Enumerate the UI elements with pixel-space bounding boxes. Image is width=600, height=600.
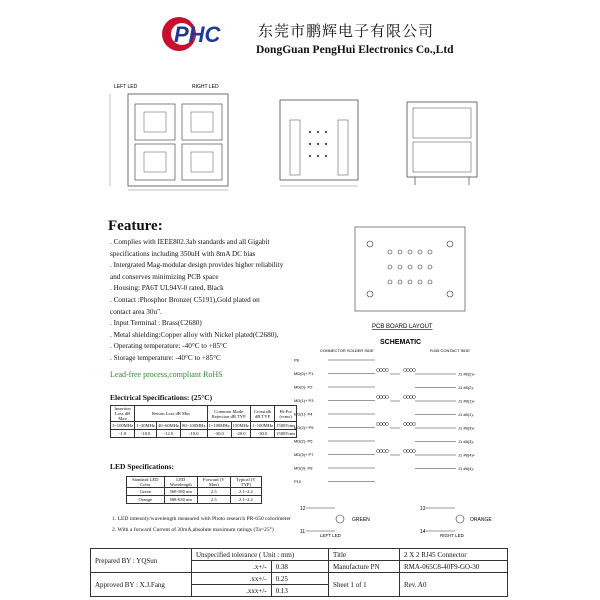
feature-line: . Housing: PA6T UL94V-0 rated, Black [110,284,224,293]
led-note-1: 1. LED intensity/wavelength measured with Photo research PR-650 colorimeter [112,516,291,522]
elec-subheader: 1~100MHz [251,423,274,428]
schematic-left-pin: MD(3)- P8 [294,465,313,471]
title-label: Title [329,549,400,561]
tol2-value: 0.25 [271,573,328,585]
led-left-label: LEFT LED [320,533,341,538]
part-label: Manufacture PN [329,561,400,573]
led-cell: 2.5 [197,496,230,504]
led-green-label: GREEN [352,517,370,523]
feature-line: . Intergrated Mag-modular design provides higher reliability [110,261,284,270]
feature-line: . Storage temperature: -40°C to +85°C [110,353,221,362]
elec-subheader: 1~100MHz [208,423,230,428]
feature-line: specifications including 350uH with 8mA DC bias [110,249,256,258]
led-header: LED Wavelength [164,477,197,488]
title-block [90,548,508,597]
led-header: Typical (V TYP) [230,477,261,488]
led-spec-title: LED Specifications: [110,462,174,471]
schematic-left-pin: MD(2)+ P5 [294,425,314,430]
feature-line: and conserves minimizing PCB space [110,272,219,281]
feature-line: . Metal shielding:Copper alloy with Nickel plated(C2680), [110,330,279,339]
schematic-right-pin: J1 #8(1)- [458,412,475,417]
logo-text: PHC [174,22,221,47]
elec-subheader: 1~100MHz [112,423,134,428]
hdr-cmr: Common Mode Rejection dB TYP [207,406,250,422]
front-view-drawing [100,82,240,192]
pcb-layout-label: PCB BOARD LAYOUT [372,324,433,330]
approved-by: Approved BY : X.J.Fang [91,573,192,597]
electrical-table [110,405,297,438]
schematic-right-pin: J1 #8(2)+ [458,371,476,377]
led-orange-label: ORANGE [470,517,492,523]
company-logo [160,12,250,56]
feature-title: Feature: [108,218,163,234]
electrical-title: Electrical Specifications: (25°C) [110,393,213,402]
schematic-right-pin: J1 #8(3)- [458,439,475,444]
tol3-value: 0.13 [271,585,328,597]
elec-subheader: 150MHz [232,423,249,428]
led-cell: 588-630 nm [164,496,197,504]
company-name-en: DongGuan PengHui Electronics Co.,Ltd [256,44,454,56]
leadfree-note: Lead-free process,compliant RoHS [110,370,223,379]
feature-line: . Complies with IEEE802.3ab standards and all Gigabit [110,238,270,246]
schematic-left-pin: P8 [294,357,299,363]
schematic-left-pin: P10 [294,479,302,484]
tolerance-title: Unspecified tolerance ( Unit : mm) [192,549,329,561]
elec-value: -1.0 [111,430,135,438]
part-value: RMA-065C8-40F9-GO-30 [399,561,507,573]
led-pin-11: 11 [300,529,306,535]
elec-value: -18.0 [135,430,157,438]
elec-value: -12.0 [156,430,180,438]
schematic-right-pin: J1 #8(2)- [458,385,475,390]
elec-value: -20.0 [231,430,250,438]
led-cell: Green [127,488,165,496]
elec-value: 1500Vrms [276,431,296,436]
schematic-left-pin: MD(1)+ P3 [294,398,314,403]
tol2-label: .xx+/- [192,573,272,585]
hdr-insertion: Insertion Loss dB Max [111,406,135,422]
hdr-crosstalk: Crosstalk dB TYP [250,406,274,422]
led-pin-13: 13 [420,506,426,512]
led-cell: 2.5 [197,488,230,496]
schematic-title: SCHEMATIC [380,339,422,346]
right-led-label: RIGHT LED [192,84,219,90]
hdr-hipot: Hi-Pot (vrms) [275,406,297,422]
elec-subheader: 40~60MHz [157,423,180,428]
tol1-label: .x+/- [192,561,272,573]
elec-value: -30.0 [207,430,231,438]
schematic-right-pin: J1 #8(4)+ [458,452,476,458]
schematic-left-pin: MD(3)+ P7 [294,452,314,457]
connector-side-label: CONNECTOR SOLDER SIDE [320,348,374,353]
elec-subheader: 1~30MHz [136,423,155,428]
table-row [127,496,262,504]
led-right-label: RIGHT LED [440,533,464,538]
elec-value: -10.0 [181,430,207,438]
sheet-label: Sheet 1 of 1 [329,573,400,597]
led-cell: Orange [127,496,165,504]
led-header: Forward (V Max) [197,477,230,488]
led-pin-14: 14 [420,529,426,535]
schematic-diagram [290,338,500,538]
prepared-by: Prepared BY : YQSun [91,549,192,573]
tol1-value: 0.38 [271,561,328,573]
schematic-right-pin: J1 #8(4)- [458,466,475,471]
rev-value: Rev. A0 [399,573,507,597]
feature-line: . Contact :Phosphor Bronze( C5191),Gold plated on [110,295,260,304]
feature-list [110,238,283,366]
led-cell: 568-580 nm [164,488,197,496]
feature-line: . Input Terminal : Brass(C2680) [110,319,202,328]
left-led-label: LEFT LED [114,84,138,90]
schematic-left-pin: MD(1)- P4 [294,411,313,417]
feature-line: . Operating temperature: -40°C to +85°C [110,342,228,351]
profile-view-drawing [395,92,495,192]
side-view-drawing [270,92,370,192]
led-spec-table [126,476,262,504]
company-name-cn: 东莞市鹏辉电子有限公司 [258,22,435,40]
led-pin-12: 12 [300,506,306,512]
schematic-left-pin: MD(0)- P2 [294,384,313,390]
led-header: Standard LED Color [127,477,165,488]
led-cell: 2.1~2.2 [230,496,261,504]
title-value: 2 X 2 RJ45 Connector [399,549,507,561]
elec-subheader: 80~100MHz [182,423,206,428]
schematic-left-pin: MD(2)- P6 [294,438,313,444]
pcb-layout-drawing [330,222,490,332]
rj45-side-label: RJ45 CONTACT SIDE [430,348,470,353]
led-note-2: 2. With a forward Current of 20mA,absolute maximum ratings (Ta=25°) [112,527,274,533]
schematic-right-pin: J1 #8(3)+ [458,425,476,431]
tol3-label: .xxx+/- [192,585,272,597]
schematic-left-pin: MD(0)+ P1 [294,371,314,376]
schematic-right-pin: J1 #8(1)+ [458,398,476,404]
elec-value: -30.0 [250,430,274,438]
feature-line: contact area 30u". [110,307,162,316]
elec-subheader: 1500Vrms [276,423,296,428]
led-cell: 2.1~2.2 [230,488,261,496]
hdr-return: Return Loss dB Min [135,406,207,422]
table-row [127,488,262,496]
